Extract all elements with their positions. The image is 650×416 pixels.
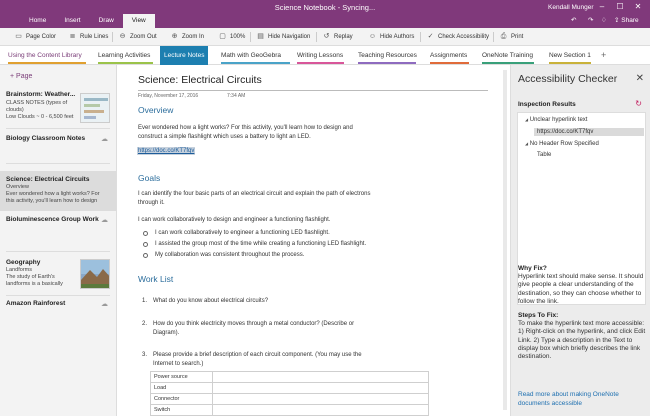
maximize-button[interactable]: ☐	[616, 2, 624, 11]
accessibility-checker-panel	[510, 65, 650, 416]
table-cell[interactable]: Connector	[151, 394, 213, 405]
page-divider	[6, 295, 110, 296]
result-group-no-header-row[interactable]	[525, 141, 599, 147]
zoom-out-icon: ⊖	[119, 33, 126, 40]
table-cell[interactable]	[213, 394, 429, 405]
overview-text: construct a simple flashlight which uses a battery to light an LED.	[138, 134, 311, 140]
user-name[interactable]: Kendall Munger	[548, 4, 594, 11]
page-item-title: Brainstorm: Weather...	[6, 91, 76, 98]
page-item-electrical-circuits[interactable]	[0, 171, 116, 211]
table-row	[151, 383, 429, 394]
option-label: My collaboration was consistent throughout the process.	[155, 252, 305, 258]
section-color-bar	[98, 62, 153, 64]
zoom-in-button[interactable]	[170, 28, 204, 46]
refresh-icon[interactable]: ↻	[635, 99, 642, 108]
page-item-title: Science: Electrical Circuits	[6, 176, 90, 183]
page-date: Friday, November 17, 2016	[138, 93, 199, 99]
goals-heading: Goals	[138, 173, 161, 183]
zoom-out-button[interactable]	[118, 28, 157, 46]
table-cell[interactable]: Load	[151, 383, 213, 394]
list-item-text: Please provide a brief description of each circuit component. (You may use the	[153, 352, 362, 358]
cloud-sync-icon: ☁	[101, 136, 108, 143]
radio-option[interactable]	[143, 242, 148, 247]
hide-navigation-icon: ▤	[257, 33, 264, 40]
section-color-bar	[482, 62, 534, 64]
page-item-geography[interactable]	[0, 259, 116, 299]
zoom-level-button[interactable]	[218, 28, 245, 46]
page-item-title: Amazon Rainforest	[6, 300, 66, 307]
page-item-title: Geography	[6, 259, 41, 266]
page-item-amazon[interactable]	[0, 300, 116, 320]
page-divider	[6, 163, 110, 164]
table-cell[interactable]	[213, 372, 429, 383]
cloud-sync-icon: ☁	[101, 301, 108, 308]
list-item-text: Internet to search.)	[153, 361, 204, 367]
goals-text: through it.	[138, 200, 165, 206]
close-panel-icon[interactable]: ✕	[635, 73, 644, 84]
table-cell[interactable]	[213, 405, 429, 416]
work-list-heading: Work List	[138, 274, 174, 284]
option-label: I can work collaboratively to engineer a functioning LED flashlight.	[155, 230, 330, 236]
page-item-preview: clouds)	[6, 107, 24, 113]
section-color-bar	[549, 62, 591, 64]
ribbon-divider	[420, 32, 421, 42]
page-color-button[interactable]	[14, 28, 56, 46]
list-number: 2.	[142, 321, 148, 327]
page-item-title: Bioluminescence Group Work	[6, 216, 99, 223]
print-label: Print	[511, 34, 524, 40]
list-item-text: What do you know about electrical circuits?	[153, 298, 269, 304]
hide-authors-button[interactable]	[368, 28, 414, 46]
why-fix-text: Hyperlink text should make sense. It should give people a clear understanding of the destination, so they can choose whether to follow the link.	[518, 273, 644, 305]
window-title: Science Notebook - Syncing...	[274, 3, 376, 12]
tab-view[interactable]: View	[123, 14, 155, 28]
page-thumbnail	[80, 259, 110, 289]
hide-navigation-button[interactable]	[256, 28, 310, 46]
note-canvas[interactable]	[117, 65, 510, 416]
section-color-bar	[297, 62, 344, 64]
ribbon	[0, 28, 650, 46]
section-color-bar	[221, 62, 290, 64]
hyperlink[interactable]: https://doc.co/KT7fqv	[138, 148, 195, 154]
replay-button[interactable]	[322, 28, 353, 46]
ribbon-divider	[250, 32, 251, 42]
print-button[interactable]	[499, 28, 523, 46]
page-item-title: Biology Classroom Notes	[6, 135, 86, 142]
zoom-in-label: Zoom In	[182, 34, 205, 40]
section-tab-onenote-training[interactable]: OneNote Training	[482, 52, 533, 59]
radio-option[interactable]	[143, 253, 148, 258]
table-cell[interactable]: Power source	[151, 372, 213, 383]
list-item-text: Diagram).	[153, 330, 180, 336]
page-list	[0, 65, 117, 416]
close-window-button[interactable]: ✕	[634, 2, 642, 11]
section-tabs	[0, 46, 650, 65]
steps-to-fix-title: Steps To Fix:	[518, 312, 559, 319]
inspection-results-label: Inspection Results	[518, 101, 576, 108]
result-item-hyperlink[interactable]: https://doc.co/KT7fqv	[534, 128, 644, 136]
zoom-reset-icon: ▢	[219, 33, 226, 40]
plus-icon: +	[10, 73, 17, 80]
zoom-level-label: 100%	[230, 34, 246, 40]
page-item-brainstorm[interactable]	[0, 91, 116, 133]
page-item-preview: CLASS NOTES (types of	[6, 100, 68, 106]
ribbon-divider	[112, 32, 113, 42]
list-number: 3.	[142, 352, 148, 358]
page-divider	[6, 251, 110, 252]
page-item-preview: Low Clouds ~ 0 - 6,500 feet	[6, 114, 74, 120]
minimize-button[interactable]: –	[599, 2, 605, 11]
vertical-scrollbar[interactable]	[503, 70, 507, 410]
page-time: 7:34 AM	[227, 93, 246, 99]
table-row	[151, 394, 429, 405]
rule-lines-button[interactable]	[68, 28, 108, 46]
hide-navigation-label: Hide Navigation	[268, 34, 311, 40]
cloud-sync-icon: ☁	[101, 217, 108, 224]
result-group-label: Unclear hyperlink text	[529, 117, 588, 123]
menu-tabs	[20, 14, 155, 28]
page-divider	[6, 128, 110, 129]
section-tab-assignments[interactable]: Assignments	[430, 52, 468, 59]
hide-authors-icon: ☺	[368, 33, 377, 40]
table-row	[151, 405, 429, 416]
add-page-button[interactable]	[10, 73, 32, 80]
section-color-bar	[8, 62, 86, 64]
table-cell[interactable]	[213, 383, 429, 394]
zoom-out-label: Zoom Out	[130, 34, 157, 40]
page-item-preview: Overview	[6, 184, 29, 190]
option-label: I assisted the group most of the time while creating a functioning LED flashlight.	[155, 241, 367, 247]
page-title[interactable]: Science: Electrical Circuits	[138, 74, 262, 86]
share-icon: ⇪	[614, 17, 622, 24]
section-color-bar	[430, 62, 469, 64]
replay-icon: ↺	[323, 33, 330, 40]
add-page-label: Page	[16, 73, 33, 80]
table-cell[interactable]: Switch	[151, 405, 213, 416]
page-item-preview: The study of Earth's	[6, 274, 55, 280]
list-number: 1.	[142, 298, 148, 304]
redo-icon[interactable]: ↷	[588, 17, 594, 24]
tab-draw[interactable]: Draw	[98, 17, 114, 24]
goals-text: I can work collaboratively to design and engineer a functioning flashlight.	[138, 217, 331, 223]
page-item-preview: Landforms	[6, 267, 32, 273]
page-item-preview: landforms is a basically	[6, 281, 63, 287]
components-table[interactable]	[150, 371, 429, 416]
section-color-bar	[358, 62, 416, 64]
check-accessibility-button[interactable]	[426, 28, 489, 46]
section-tab-learning-activities[interactable]: Learning Activities	[98, 52, 151, 59]
page-color-label: Page Color	[26, 34, 57, 40]
print-icon: ⎙	[500, 33, 507, 40]
list-item-text: How do you think electricity moves through a metal conductor? (Describe or	[153, 321, 355, 327]
check-accessibility-icon: ✓	[427, 33, 434, 40]
section-tab-writing-lessons[interactable]: Writing Lessons	[297, 52, 344, 59]
goals-text: I can identify the four basic parts of an electrical circuit and explain the path of electrons	[138, 191, 371, 197]
steps-to-fix-text: To make the hyperlink text more accessible: 1) Right-click on the hyperlink, and click Edit Link. 2) Type a description in the Text to display box which briefly describes the link destination.	[518, 320, 646, 361]
overview-heading: Overview	[138, 105, 174, 115]
check-accessibility-label: Check Accessibility	[438, 34, 490, 40]
tab-home[interactable]: Home	[29, 17, 47, 24]
result-group-label: No Header Row Specified	[529, 141, 599, 147]
page-item-biology[interactable]	[0, 135, 116, 155]
weather-chart-thumbnail	[81, 94, 110, 123]
title-bar	[0, 0, 650, 28]
hide-authors-label: Hide Authors	[380, 34, 415, 40]
zoom-in-icon: ⊕	[171, 33, 178, 40]
section-tab-lecture-notes[interactable]: Lecture Notes	[160, 46, 208, 65]
page-thumbnail	[80, 93, 110, 123]
page-item-bioluminescence[interactable]	[0, 216, 116, 236]
add-section-button[interactable]: +	[601, 50, 607, 60]
share-label: Share	[621, 17, 639, 24]
replay-label: Replay	[334, 34, 353, 40]
rule-lines-icon: ≣	[69, 33, 76, 40]
why-fix-title: Why Fix?	[518, 265, 547, 272]
result-item-table[interactable]: Table	[537, 152, 552, 158]
section-tab-new-section-1[interactable]: New Section 1	[549, 52, 591, 59]
section-tab-math-geogebra[interactable]: Math with GeoGebra	[221, 52, 281, 59]
result-group-unclear-hyperlink[interactable]	[525, 117, 587, 123]
radio-option[interactable]	[143, 231, 148, 236]
title-underline	[138, 90, 488, 91]
ribbon-divider	[493, 32, 494, 42]
collapse-arrow-icon: ◢	[525, 117, 529, 122]
collapse-arrow-icon: ◢	[525, 141, 529, 146]
section-tab-teaching-resources[interactable]: Teaching Resources	[358, 52, 417, 59]
bell-icon[interactable]: ♢	[601, 17, 607, 24]
read-more-link[interactable]: Read more about making OneNote documents accessible	[518, 391, 619, 407]
section-tab-content-library[interactable]: Using the Content Library	[8, 52, 82, 59]
undo-icon[interactable]: ↶	[571, 17, 577, 24]
ribbon-divider	[316, 32, 317, 42]
share-button[interactable]	[614, 14, 639, 28]
overview-text: Ever wondered how a light works? For this activity, you'll learn how to design and	[138, 125, 353, 131]
page-color-icon: ▭	[15, 33, 22, 40]
page-item-preview: this activity, you'll learn how to design	[6, 198, 98, 204]
table-row	[151, 372, 429, 383]
panel-title: Accessibility Checker	[518, 73, 618, 85]
landform-photo-thumbnail	[81, 260, 110, 289]
tab-insert[interactable]: Insert	[64, 17, 81, 24]
rule-lines-label: Rule Lines	[80, 34, 109, 40]
page-item-preview: Ever wondered how a light works? For	[6, 191, 100, 197]
